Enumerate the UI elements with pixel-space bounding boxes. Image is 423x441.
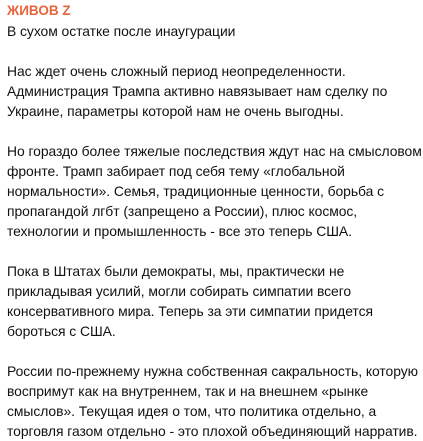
text-line: воспримут как на внутреннем, так и на внешнем «рынке [7,383,369,399]
text-line: консервативного мира. Теперь за эти симпатии придется [7,303,373,319]
channel-name-link[interactable]: ЖИВОВ Z [7,3,71,18]
text-line: нормальности». Семья, традиционные ценности, борьба с [7,183,384,199]
text-line: В сухом остатке после инаугурации [7,23,236,39]
paragraph-3 [7,141,423,241]
text-line: фронте. Трамп забирает под себя тему «глобальной [7,163,345,179]
text-line: пропагандой лгбт (запрещено а России), плюс космос, [7,203,358,219]
text-line: технологии и промышленность - все это теперь США. [7,223,352,239]
text-line: Но гораздо более тяжелые последствия ждут нас на смысловом [7,143,422,159]
text-line: Украине, параметры которой нам не очень выгодны. [7,103,344,119]
paragraph-5 [7,361,423,441]
paragraph-4 [7,261,423,341]
text-line: Пока в Штатах были демократы, мы, практически не [7,263,345,279]
message-body [7,21,423,441]
text-line: России по-прежнему нужна собственная сакральность, которую [7,363,419,379]
text-line: прикладывая усилий, могли собирать симпатии всего [7,283,352,299]
text-line: бороться с США. [7,323,116,339]
text-line: Администрация Трампа активно навязывает нам сделку по [7,83,388,99]
paragraph-2 [7,61,423,121]
text-line: смыслов». Текущая идея о том, что политика отдельно, а [7,403,377,419]
text-line: Нас ждет очень сложный период неопределенности. [7,63,346,79]
paragraph-1 [7,21,423,41]
text-line: торговля газом отдельно - это плохой объединяющий нарратив. [7,423,418,439]
